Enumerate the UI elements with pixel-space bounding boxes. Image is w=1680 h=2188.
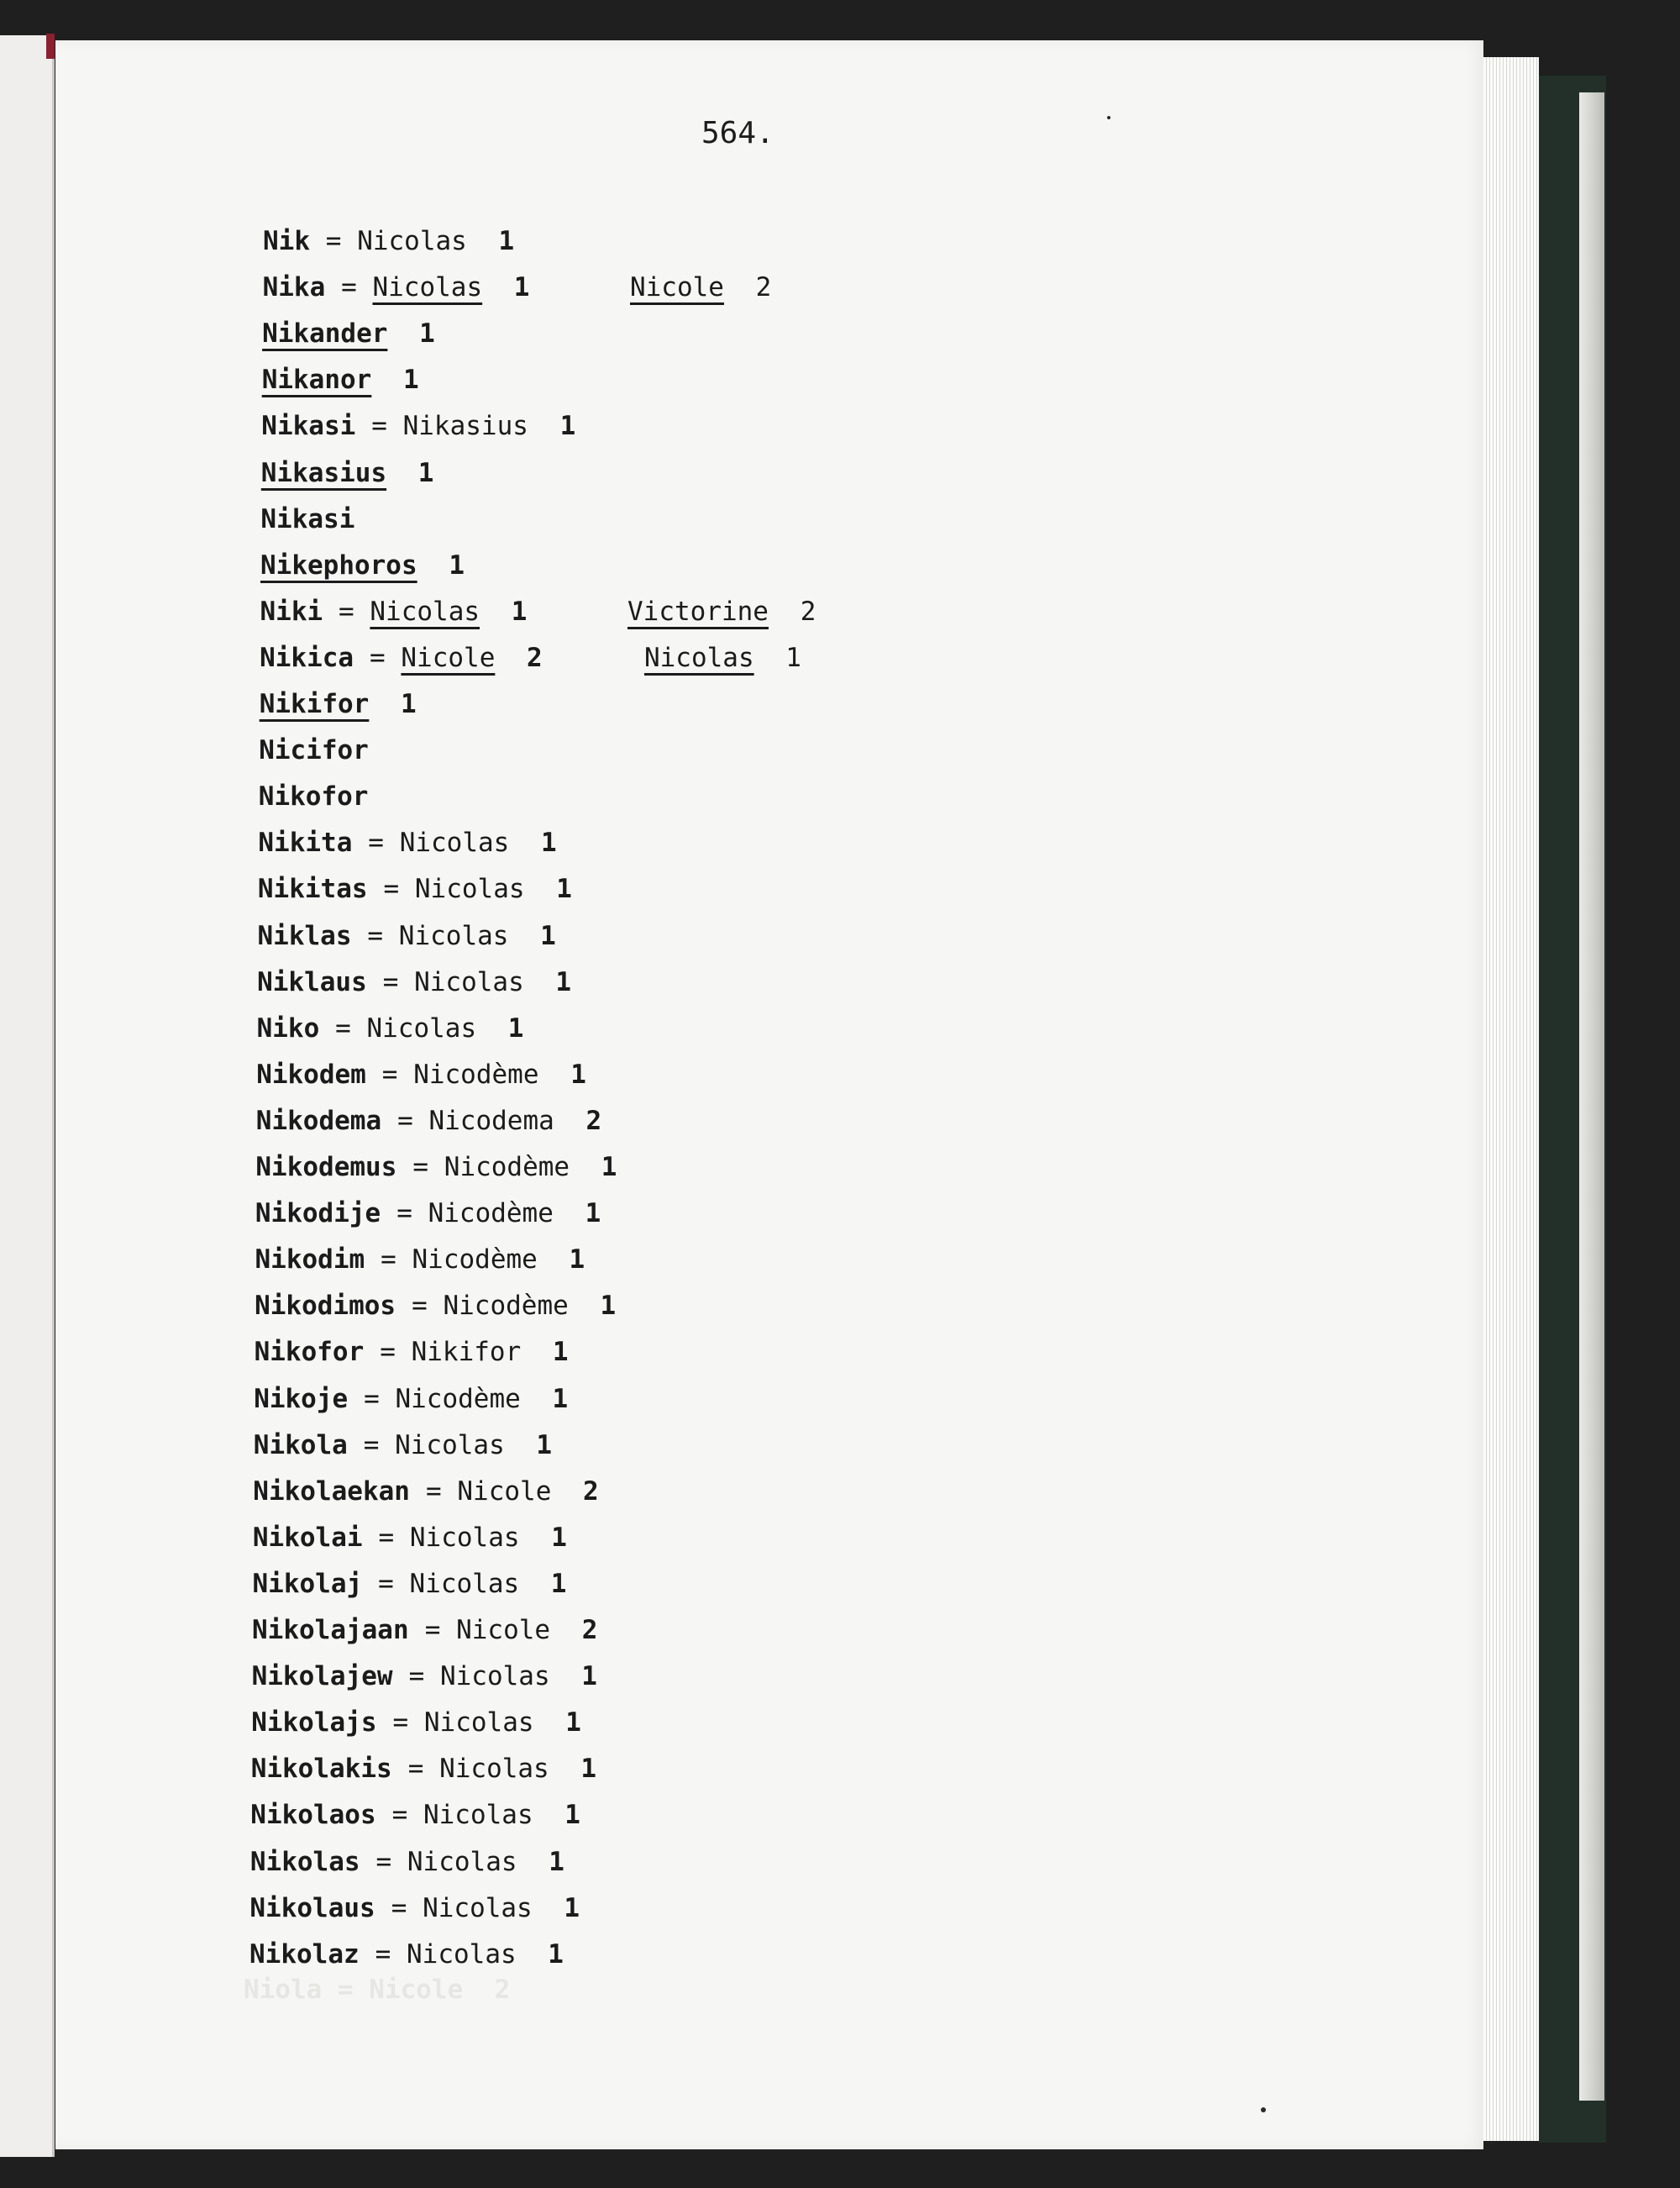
entry-count: 1 [507, 1012, 524, 1044]
entry-alt-target: Nicolas [643, 642, 754, 673]
entry-name: Nikolaekan [253, 1475, 410, 1507]
entry-name: Nikanor [261, 365, 372, 396]
entry-target: Nicolas [407, 1846, 517, 1877]
equals-sign: = [412, 1291, 428, 1322]
entry-target: Nikifor [411, 1337, 522, 1368]
entry-target: Nicodème [395, 1383, 521, 1414]
equals-sign: = [407, 1754, 424, 1785]
entry-target: Nicole [457, 1475, 552, 1507]
equals-sign: = [425, 1475, 442, 1507]
facing-page-edge [0, 35, 55, 2157]
entry-target: Nicolas [423, 1800, 533, 1831]
equals-sign: = [392, 1707, 409, 1738]
entry-target: Nicolas [414, 874, 525, 905]
entry-name: Nik [263, 226, 310, 256]
equals-sign: = [382, 966, 399, 997]
entry-count: 1 [449, 550, 465, 581]
entry-name: Nikander [262, 318, 388, 350]
entry-name: Nikolajew [251, 1661, 393, 1692]
entry-count: 1 [565, 1707, 581, 1738]
entry-alt-count: 1 [785, 642, 801, 673]
equals-sign: = [363, 1429, 380, 1460]
entry-name: Nikephoros [260, 550, 417, 581]
entry-count: 1 [601, 1152, 617, 1182]
equals-sign: = [396, 1198, 412, 1229]
entry-name: Nikifor [259, 689, 370, 719]
equals-sign: = [378, 1522, 395, 1553]
entry-count: 1 [540, 828, 557, 859]
entry-target: Nicolas [409, 1568, 520, 1599]
entry-name: Nikolaj [252, 1568, 363, 1599]
equals-sign: = [375, 1938, 391, 1970]
entry-count: 1 [569, 1244, 585, 1275]
entry-name: Nikasius [260, 457, 387, 488]
entry-count: 1 [552, 1383, 569, 1414]
entry-target: Nicolas [372, 272, 483, 303]
entry-target: Nicolas [398, 920, 509, 951]
entry-count: 2 [526, 642, 543, 673]
entry-name: Nikola [253, 1429, 348, 1460]
entry-target: Nicodème [443, 1291, 569, 1322]
equals-sign: = [412, 1152, 429, 1182]
entry-target: Nicolas [409, 1522, 520, 1553]
ink-speck [1261, 2107, 1266, 2112]
entry-name: Nikolakis [250, 1754, 392, 1785]
equals-sign: = [381, 1244, 396, 1275]
entry-count: 1 [417, 457, 434, 488]
entry-target: Nicolas [366, 1012, 477, 1044]
entry-count: 1 [419, 318, 435, 350]
entry-count: 1 [549, 1846, 564, 1877]
entry-count: 2 [582, 1475, 599, 1507]
equals-sign: = [391, 1892, 407, 1923]
entry-target: Nicolas [370, 596, 480, 627]
entry-name: Nikolaos [250, 1800, 376, 1831]
entry-target: Nikasius [402, 411, 528, 442]
entry-count: 1 [600, 1291, 617, 1322]
entry-target: Nicodème [413, 1059, 539, 1090]
entry-name: Nikolajs [251, 1707, 377, 1738]
bleed-through-text: Niola = Nicole 2 [244, 1975, 511, 2005]
entry-name: Nikodemus [255, 1152, 397, 1182]
entry-count: 1 [536, 1429, 553, 1460]
entry-target: Nicolas [439, 1754, 549, 1785]
entry-name: Nikolajaan [252, 1615, 409, 1645]
entry-count: 1 [511, 596, 528, 627]
entry-alt-count: 2 [800, 596, 816, 627]
entry-count: 1 [551, 1522, 567, 1553]
entry-name: Nikolai [252, 1522, 363, 1553]
entry-name: Niklaus [257, 966, 367, 997]
entry-target: Nicodème [444, 1152, 570, 1182]
entry-target: Nicolas [399, 828, 510, 859]
entry-count: 1 [548, 1938, 564, 1970]
entry-name: Nikodem [256, 1059, 366, 1090]
page-number: 564. [701, 116, 774, 150]
equals-sign: = [380, 1337, 396, 1368]
equals-sign: = [424, 1615, 441, 1645]
entry-alt-target: Nicole [629, 272, 724, 303]
entry-target: Nicodema [428, 1105, 554, 1136]
entry-count: 1 [564, 1892, 580, 1923]
equals-sign: = [339, 596, 354, 627]
book-spine-marker [46, 34, 55, 59]
entry-count: 1 [498, 226, 515, 256]
entry-name: Nikasi [261, 411, 356, 442]
entry-name: Nikofor [258, 781, 369, 813]
entry-name: Nikofor [254, 1337, 365, 1368]
entry-count: 1 [513, 272, 530, 303]
equals-sign: = [408, 1661, 425, 1692]
entry-name: Nikodimos [255, 1291, 396, 1322]
equals-sign: = [375, 1846, 392, 1877]
equals-sign: = [325, 226, 342, 256]
entry-count: 1 [570, 1059, 586, 1090]
entry-name: Nikodim [255, 1244, 365, 1275]
equals-sign: = [378, 1568, 394, 1599]
entry-count: 1 [550, 1568, 567, 1599]
book-cover-inner [1579, 92, 1604, 2101]
entry-count: 1 [402, 365, 419, 396]
equals-sign: = [368, 828, 384, 859]
entry-target: Nicolas [439, 1661, 550, 1692]
entry-count: 1 [581, 1661, 597, 1692]
entry-name: Nikasi [260, 503, 355, 534]
entry-target: Nicolas [423, 1892, 533, 1923]
entry-name: Nika [262, 272, 326, 303]
equals-sign: = [341, 272, 357, 303]
page-stack-edges [1483, 57, 1539, 2141]
equals-sign: = [383, 874, 400, 905]
entry-target: Nicolas [395, 1429, 505, 1460]
entry-name: Nikodije [255, 1198, 381, 1229]
entry-target: Nicole [401, 642, 496, 673]
entry-target: Nicolas [357, 226, 467, 256]
entry-count: 1 [580, 1754, 597, 1785]
entry-count: 2 [585, 1105, 602, 1136]
equals-sign: = [364, 1383, 380, 1414]
entry-name: Niko [256, 1012, 320, 1044]
equals-sign: = [367, 920, 384, 951]
entry-alt-target: Victorine [627, 596, 769, 627]
entry-name: Niklas [257, 920, 352, 951]
entry-count: 1 [585, 1198, 601, 1229]
entry-name: Nikodema [255, 1105, 382, 1136]
entry-name: Nikita [258, 828, 353, 859]
entry-target: Nicolas [414, 966, 524, 997]
entry-target: Nicodème [412, 1244, 538, 1275]
entry-target: Nicodème [428, 1198, 554, 1229]
entry-count: 1 [552, 1337, 569, 1368]
equals-sign: = [369, 642, 386, 673]
entry-count: 1 [564, 1800, 580, 1831]
entry-name: Nikolaz [249, 1938, 360, 1970]
entry-count: 1 [400, 689, 417, 719]
entry-name: Nikolas [249, 1846, 360, 1877]
equals-sign: = [371, 411, 387, 442]
entry-target: Nicolas [407, 1938, 517, 1970]
entry-count: 1 [555, 966, 572, 997]
entry-count: 1 [556, 874, 572, 905]
entry-name: Niki [260, 596, 323, 627]
equals-sign: = [381, 1059, 398, 1090]
entry-name: Nikoje [254, 1383, 349, 1414]
equals-sign: = [391, 1800, 408, 1831]
entry-count: 2 [581, 1615, 598, 1645]
equals-sign: = [397, 1105, 413, 1136]
equals-sign: = [335, 1012, 351, 1044]
entry-target: Nicole [456, 1615, 551, 1645]
entry-target: Nicolas [423, 1707, 534, 1738]
entry-count: 1 [540, 920, 556, 951]
ink-speck [1107, 116, 1110, 119]
entry-alt-count: 2 [755, 272, 772, 303]
entry-name: Nikica [260, 642, 354, 673]
entry-name: Nicifor [259, 735, 369, 766]
entry-name: Nikolaus [249, 1892, 375, 1923]
entry-count: 1 [559, 411, 576, 442]
entry-name: Nikitas [257, 874, 368, 905]
